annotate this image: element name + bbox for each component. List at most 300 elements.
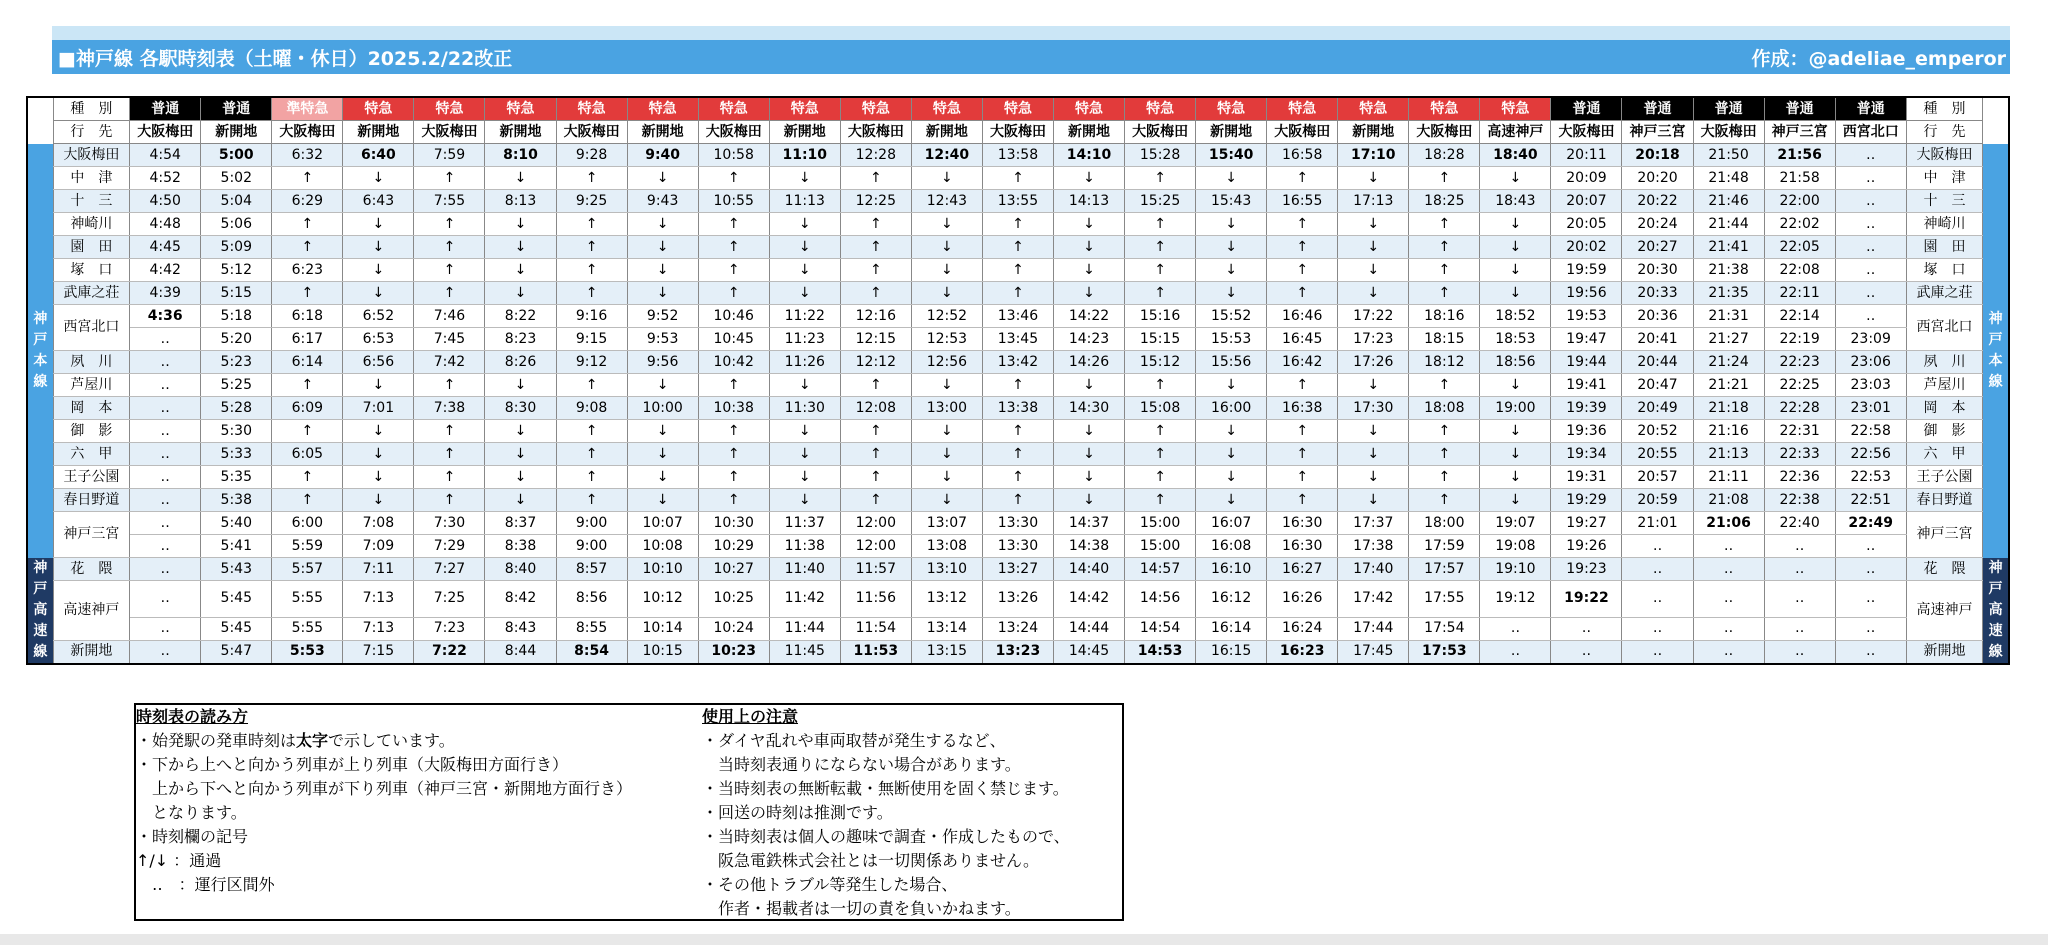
time-cell: 18:43 <box>1480 190 1551 213</box>
time-cell: 18:16 <box>1409 305 1480 328</box>
station-name: 六 甲 <box>1906 443 1983 466</box>
time-cell: ↓ <box>485 420 556 443</box>
time-cell: ‥ <box>130 328 201 351</box>
table-row <box>27 167 2009 190</box>
time-cell: 11:54 <box>840 617 911 640</box>
time-cell: ↑ <box>1267 466 1338 489</box>
usage-notes-title: 使用上の注意 <box>702 707 799 726</box>
note-line: 阪急電鉄株式会社とは一切関係ありません。 <box>702 851 1039 870</box>
time-cell: 5:57 <box>272 558 343 581</box>
page-title: ■神戸線 各駅時刻表（土曜・休日）2025.2/22改正 <box>58 47 513 70</box>
time-cell: 6:17 <box>272 328 343 351</box>
time-cell: 16:12 <box>1196 581 1267 618</box>
train-destination: 大阪梅田 <box>1267 121 1338 144</box>
table-row <box>27 581 2009 618</box>
table-row <box>27 190 2009 213</box>
time-cell: 17:26 <box>1338 351 1409 374</box>
time-cell: ↓ <box>911 420 982 443</box>
time-cell: 21:08 <box>1693 489 1764 512</box>
time-cell: 12:12 <box>840 351 911 374</box>
time-cell: ‥ <box>1835 144 1906 167</box>
time-cell: 7:22 <box>414 640 485 664</box>
note-line: ・当時刻表の無断転載・無断使用を固く禁じます。 <box>702 779 1069 798</box>
train-kind: 特急 <box>1196 97 1267 121</box>
time-cell: 7:15 <box>343 640 414 664</box>
station-name: 神戸三宮 <box>1906 512 1983 558</box>
corner-cell <box>1983 97 2009 121</box>
time-cell: 5:15 <box>201 282 272 305</box>
time-cell: ↓ <box>485 167 556 190</box>
kind-label: 種 別 <box>1906 97 1983 121</box>
time-cell: 14:30 <box>1053 397 1124 420</box>
time-cell: 11:38 <box>769 535 840 558</box>
time-cell: ↓ <box>1196 489 1267 512</box>
time-cell: 20:57 <box>1622 466 1693 489</box>
time-cell: ↓ <box>627 466 698 489</box>
train-destination: 西宮北口 <box>1835 121 1906 144</box>
time-cell: 6:52 <box>343 305 414 328</box>
train-kind: 特急 <box>911 97 982 121</box>
time-cell: 16:58 <box>1267 144 1338 167</box>
time-cell: 8:54 <box>556 640 627 664</box>
time-cell: 15:00 <box>1125 512 1196 535</box>
time-cell: ‥ <box>1764 535 1835 558</box>
time-cell: ↑ <box>1409 282 1480 305</box>
time-cell: 21:13 <box>1693 443 1764 466</box>
time-cell: 13:46 <box>982 305 1053 328</box>
time-cell: 16:14 <box>1196 617 1267 640</box>
time-cell: ↓ <box>627 489 698 512</box>
time-cell: 5:59 <box>272 535 343 558</box>
time-cell: ↓ <box>769 213 840 236</box>
time-cell: 20:44 <box>1622 351 1693 374</box>
time-cell: 5:30 <box>201 420 272 443</box>
time-cell: 18:00 <box>1409 512 1480 535</box>
time-cell: 17:55 <box>1409 581 1480 618</box>
table-row <box>27 489 2009 512</box>
train-kind: 特急 <box>627 97 698 121</box>
time-cell: 17:23 <box>1338 328 1409 351</box>
time-cell: ↓ <box>343 466 414 489</box>
note-text: ・始発駅の発車時刻は <box>136 731 297 750</box>
time-cell: 22:58 <box>1835 420 1906 443</box>
time-cell: ↓ <box>485 236 556 259</box>
time-cell: ↓ <box>769 236 840 259</box>
time-cell: ↓ <box>1480 374 1551 397</box>
train-destination: 新開地 <box>1053 121 1124 144</box>
time-cell: 19:10 <box>1480 558 1551 581</box>
train-kind: 特急 <box>982 97 1053 121</box>
time-cell: 14:56 <box>1125 581 1196 618</box>
time-cell: ↑ <box>1409 420 1480 443</box>
time-cell: ↑ <box>698 236 769 259</box>
time-cell: 20:47 <box>1622 374 1693 397</box>
time-cell: ↓ <box>1053 443 1124 466</box>
time-cell: ↑ <box>414 420 485 443</box>
time-cell: ↑ <box>556 236 627 259</box>
time-cell: ↑ <box>698 466 769 489</box>
time-cell: 13:15 <box>911 640 982 664</box>
time-cell: 21:35 <box>1693 282 1764 305</box>
time-cell: 10:12 <box>627 581 698 618</box>
time-cell: 21:11 <box>1693 466 1764 489</box>
time-cell: 18:08 <box>1409 397 1480 420</box>
time-cell: 15:16 <box>1125 305 1196 328</box>
time-cell: 20:05 <box>1551 213 1622 236</box>
time-cell: 20:20 <box>1622 167 1693 190</box>
station-name: 芦屋川 <box>1906 374 1983 397</box>
time-cell: 7:46 <box>414 305 485 328</box>
time-cell: ↓ <box>1196 236 1267 259</box>
time-cell: 8:22 <box>485 305 556 328</box>
time-cell: 19:36 <box>1551 420 1622 443</box>
time-cell: 22:28 <box>1764 397 1835 420</box>
time-cell: ‥ <box>1835 190 1906 213</box>
time-cell: ↑ <box>1125 236 1196 259</box>
time-cell: 21:06 <box>1693 512 1764 535</box>
station-name: 塚 口 <box>53 259 130 282</box>
time-cell: 20:49 <box>1622 397 1693 420</box>
train-kind: 普通 <box>201 97 272 121</box>
time-cell: 5:02 <box>201 167 272 190</box>
time-cell: ↓ <box>627 282 698 305</box>
time-cell: 14:22 <box>1053 305 1124 328</box>
time-cell: ↓ <box>1053 374 1124 397</box>
time-cell: 20:59 <box>1622 489 1693 512</box>
time-cell: ‥ <box>1835 581 1906 618</box>
station-name: 岡 本 <box>53 397 130 420</box>
time-cell: ↓ <box>1196 443 1267 466</box>
time-cell: ↑ <box>556 259 627 282</box>
train-kind: 特急 <box>414 97 485 121</box>
time-cell: ‥ <box>130 374 201 397</box>
time-cell: 12:16 <box>840 305 911 328</box>
time-cell: ↑ <box>698 167 769 190</box>
time-cell: ↑ <box>1267 236 1338 259</box>
time-cell: 12:28 <box>840 144 911 167</box>
time-cell: ↑ <box>982 259 1053 282</box>
train-destination: 大阪梅田 <box>840 121 911 144</box>
time-cell: 11:13 <box>769 190 840 213</box>
time-cell: 13:24 <box>982 617 1053 640</box>
time-cell: 15:15 <box>1125 328 1196 351</box>
time-cell: 13:00 <box>911 397 982 420</box>
time-cell: 5:33 <box>201 443 272 466</box>
time-cell: 11:42 <box>769 581 840 618</box>
station-name: 高速神戸 <box>1906 581 1983 641</box>
train-destination: 大阪梅田 <box>698 121 769 144</box>
time-cell: 14:38 <box>1053 535 1124 558</box>
time-cell: ↑ <box>272 374 343 397</box>
time-cell: 13:27 <box>982 558 1053 581</box>
time-cell: ↓ <box>343 374 414 397</box>
time-cell: ↑ <box>1267 213 1338 236</box>
time-cell: 10:58 <box>698 144 769 167</box>
time-cell: 15:53 <box>1196 328 1267 351</box>
time-cell: 20:30 <box>1622 259 1693 282</box>
time-cell: ↑ <box>414 236 485 259</box>
time-cell: ↓ <box>911 443 982 466</box>
station-name: 花 隈 <box>1906 558 1983 581</box>
time-cell: ‥ <box>130 397 201 420</box>
time-cell: 16:23 <box>1267 640 1338 664</box>
station-name: 武庫之荘 <box>53 282 130 305</box>
time-cell: 22:11 <box>1764 282 1835 305</box>
time-cell: ↑ <box>840 420 911 443</box>
time-cell: 8:26 <box>485 351 556 374</box>
time-cell: 9:25 <box>556 190 627 213</box>
time-cell: 14:40 <box>1053 558 1124 581</box>
time-cell: 22:40 <box>1764 512 1835 535</box>
time-cell: 16:30 <box>1267 535 1338 558</box>
time-cell: ‥ <box>130 581 201 618</box>
time-cell: 19:59 <box>1551 259 1622 282</box>
time-cell: 19:12 <box>1480 581 1551 618</box>
time-cell: 20:09 <box>1551 167 1622 190</box>
time-cell: 14:53 <box>1125 640 1196 664</box>
note-line: ‥ ：運行区間外 <box>136 875 275 894</box>
train-kind: 特急 <box>556 97 627 121</box>
time-cell: 4:42 <box>130 259 201 282</box>
time-cell: 15:12 <box>1125 351 1196 374</box>
time-cell: 5:55 <box>272 617 343 640</box>
time-cell: ‥ <box>1835 167 1906 190</box>
time-cell: 7:38 <box>414 397 485 420</box>
time-cell: 5:06 <box>201 213 272 236</box>
time-cell: 22:53 <box>1835 466 1906 489</box>
station-name: 十 三 <box>1906 190 1983 213</box>
time-cell: 7:27 <box>414 558 485 581</box>
time-cell: ↑ <box>414 489 485 512</box>
station-name: 夙 川 <box>1906 351 1983 374</box>
time-cell: ‥ <box>1622 617 1693 640</box>
time-cell: 21:38 <box>1693 259 1764 282</box>
time-cell: 5:25 <box>201 374 272 397</box>
time-cell: 19:08 <box>1480 535 1551 558</box>
time-cell: 5:53 <box>272 640 343 664</box>
time-cell: 7:09 <box>343 535 414 558</box>
time-cell: ↓ <box>769 374 840 397</box>
time-cell: 17:38 <box>1338 535 1409 558</box>
time-cell: ↑ <box>840 466 911 489</box>
time-cell: 8:23 <box>485 328 556 351</box>
station-name: 大阪梅田 <box>1906 144 1983 167</box>
line-name-kobe-kosoku: 神戸高速線 <box>27 558 53 664</box>
time-cell: 4:54 <box>130 144 201 167</box>
time-cell: 8:30 <box>485 397 556 420</box>
time-cell: 9:00 <box>556 535 627 558</box>
time-cell: ↓ <box>1053 236 1124 259</box>
time-cell: 19:23 <box>1551 558 1622 581</box>
time-cell: 9:16 <box>556 305 627 328</box>
station-name: 大阪梅田 <box>53 144 130 167</box>
time-cell: 10:30 <box>698 512 769 535</box>
time-cell: 23:09 <box>1835 328 1906 351</box>
time-cell: 6:56 <box>343 351 414 374</box>
time-cell: ↑ <box>272 236 343 259</box>
time-cell: ↑ <box>414 443 485 466</box>
table-row <box>27 351 2009 374</box>
time-cell: 8:56 <box>556 581 627 618</box>
time-cell: 18:12 <box>1409 351 1480 374</box>
time-cell: ↓ <box>485 374 556 397</box>
time-cell: ↑ <box>272 213 343 236</box>
time-cell: 4:52 <box>130 167 201 190</box>
station-name: 六 甲 <box>53 443 130 466</box>
note-bold-word: 太字 <box>296 731 329 750</box>
author-credit: 作成：@adeliae_emperor <box>1751 47 2006 70</box>
time-cell: 23:06 <box>1835 351 1906 374</box>
time-cell: 7:30 <box>414 512 485 535</box>
time-cell: ‥ <box>1622 640 1693 664</box>
time-cell: ‥ <box>1764 581 1835 618</box>
note-line: ・下から上へと向かう列車が上り列車（大阪梅田方面行き） <box>136 755 569 774</box>
time-cell: 5:20 <box>201 328 272 351</box>
time-cell: ↑ <box>272 282 343 305</box>
time-cell: 10:10 <box>627 558 698 581</box>
time-cell: ↑ <box>982 236 1053 259</box>
time-cell: ↓ <box>1053 259 1124 282</box>
time-cell: 7:25 <box>414 581 485 618</box>
time-cell: ↑ <box>1409 167 1480 190</box>
time-cell: 5:04 <box>201 190 272 213</box>
train-destination: 新開地 <box>911 121 982 144</box>
time-cell: 12:00 <box>840 535 911 558</box>
note-line: ↑/↓ ：通過 <box>136 851 222 870</box>
header-strip <box>52 26 2010 40</box>
time-cell: ↓ <box>1338 420 1409 443</box>
note-text: で示しています。 <box>328 731 455 750</box>
time-cell: 14:54 <box>1125 617 1196 640</box>
time-cell: 7:13 <box>343 617 414 640</box>
time-cell: ↓ <box>485 259 556 282</box>
note-line: ・回送の時刻は推測です。 <box>702 803 893 822</box>
time-cell: ↓ <box>769 489 840 512</box>
time-cell: ↓ <box>1338 489 1409 512</box>
time-cell: ↓ <box>627 236 698 259</box>
time-cell: ‥ <box>130 351 201 374</box>
time-cell: ↓ <box>1480 420 1551 443</box>
time-cell: 11:30 <box>769 397 840 420</box>
time-cell: ‥ <box>1622 581 1693 618</box>
time-cell: 8:44 <box>485 640 556 664</box>
station-name: 西宮北口 <box>53 305 130 351</box>
time-cell: ↓ <box>1196 282 1267 305</box>
time-cell: 17:30 <box>1338 397 1409 420</box>
train-destination: 新開地 <box>201 121 272 144</box>
time-cell: 10:07 <box>627 512 698 535</box>
time-cell: ↓ <box>1196 420 1267 443</box>
train-destination: 高速神戸 <box>1480 121 1551 144</box>
time-cell: 18:40 <box>1480 144 1551 167</box>
time-cell: ‥ <box>1835 213 1906 236</box>
station-name: 春日野道 <box>53 489 130 512</box>
time-cell: 17:57 <box>1409 558 1480 581</box>
station-name: 十 三 <box>53 190 130 213</box>
time-cell: 17:45 <box>1338 640 1409 664</box>
time-cell: 17:42 <box>1338 581 1409 618</box>
time-cell: ‥ <box>1835 282 1906 305</box>
time-cell: ‥ <box>1835 558 1906 581</box>
station-name: 岡 本 <box>1906 397 1983 420</box>
time-cell: 7:59 <box>414 144 485 167</box>
train-destination: 新開地 <box>769 121 840 144</box>
time-cell: 18:28 <box>1409 144 1480 167</box>
time-cell: 7:45 <box>414 328 485 351</box>
station-name: 芦屋川 <box>53 374 130 397</box>
time-cell: 19:39 <box>1551 397 1622 420</box>
time-cell: ↑ <box>1409 259 1480 282</box>
time-cell: ↑ <box>1267 167 1338 190</box>
time-cell: 22:38 <box>1764 489 1835 512</box>
train-destination: 新開地 <box>1338 121 1409 144</box>
time-cell: 9:53 <box>627 328 698 351</box>
time-cell: ↓ <box>1053 489 1124 512</box>
time-cell: 17:44 <box>1338 617 1409 640</box>
time-cell: ↑ <box>982 213 1053 236</box>
time-cell: 5:38 <box>201 489 272 512</box>
time-cell: 9:52 <box>627 305 698 328</box>
time-cell: 13:08 <box>911 535 982 558</box>
time-cell: 17:10 <box>1338 144 1409 167</box>
time-cell: 18:25 <box>1409 190 1480 213</box>
time-cell: 10:23 <box>698 640 769 664</box>
time-cell: 8:57 <box>556 558 627 581</box>
note-line: ・ダイヤ乱れや車両取替が発生するなど、 <box>702 731 1006 750</box>
time-cell: ↑ <box>1125 259 1196 282</box>
time-cell: ↑ <box>840 282 911 305</box>
time-cell: ‥ <box>1480 617 1551 640</box>
time-cell: 12:53 <box>911 328 982 351</box>
time-cell: ↓ <box>1053 167 1124 190</box>
time-cell: 21:21 <box>1693 374 1764 397</box>
time-cell: ↑ <box>840 489 911 512</box>
time-cell: ↓ <box>911 466 982 489</box>
table-row <box>27 374 2009 397</box>
time-cell: ↑ <box>1125 282 1196 305</box>
time-cell: 19:53 <box>1551 305 1622 328</box>
time-cell: ↓ <box>1053 420 1124 443</box>
station-name: 塚 口 <box>1906 259 1983 282</box>
time-cell: 21:41 <box>1693 236 1764 259</box>
time-cell: ↑ <box>698 282 769 305</box>
table-row <box>27 144 2009 167</box>
time-cell: ↓ <box>1480 466 1551 489</box>
time-cell: ↓ <box>343 236 414 259</box>
train-kind: 準特急 <box>272 97 343 121</box>
time-cell: ↑ <box>1125 420 1196 443</box>
time-cell: 10:14 <box>627 617 698 640</box>
station-name: 神崎川 <box>1906 213 1983 236</box>
time-cell: ‥ <box>1835 640 1906 664</box>
station-name: 神崎川 <box>53 213 130 236</box>
time-cell: 21:46 <box>1693 190 1764 213</box>
station-name: 神戸三宮 <box>53 512 130 558</box>
time-cell: ↓ <box>343 420 414 443</box>
time-cell: ↓ <box>627 443 698 466</box>
time-cell: 12:43 <box>911 190 982 213</box>
line-name-kobe-kosoku: 神戸高速線 <box>1983 558 2009 664</box>
dest-label: 行 先 <box>53 121 130 144</box>
time-cell: 5:12 <box>201 259 272 282</box>
time-cell: ↑ <box>698 443 769 466</box>
kind-label: 種 別 <box>53 97 130 121</box>
time-cell: ‥ <box>1835 236 1906 259</box>
time-cell: 11:26 <box>769 351 840 374</box>
time-cell: ↑ <box>698 489 769 512</box>
station-name: 夙 川 <box>53 351 130 374</box>
time-cell: 18:53 <box>1480 328 1551 351</box>
